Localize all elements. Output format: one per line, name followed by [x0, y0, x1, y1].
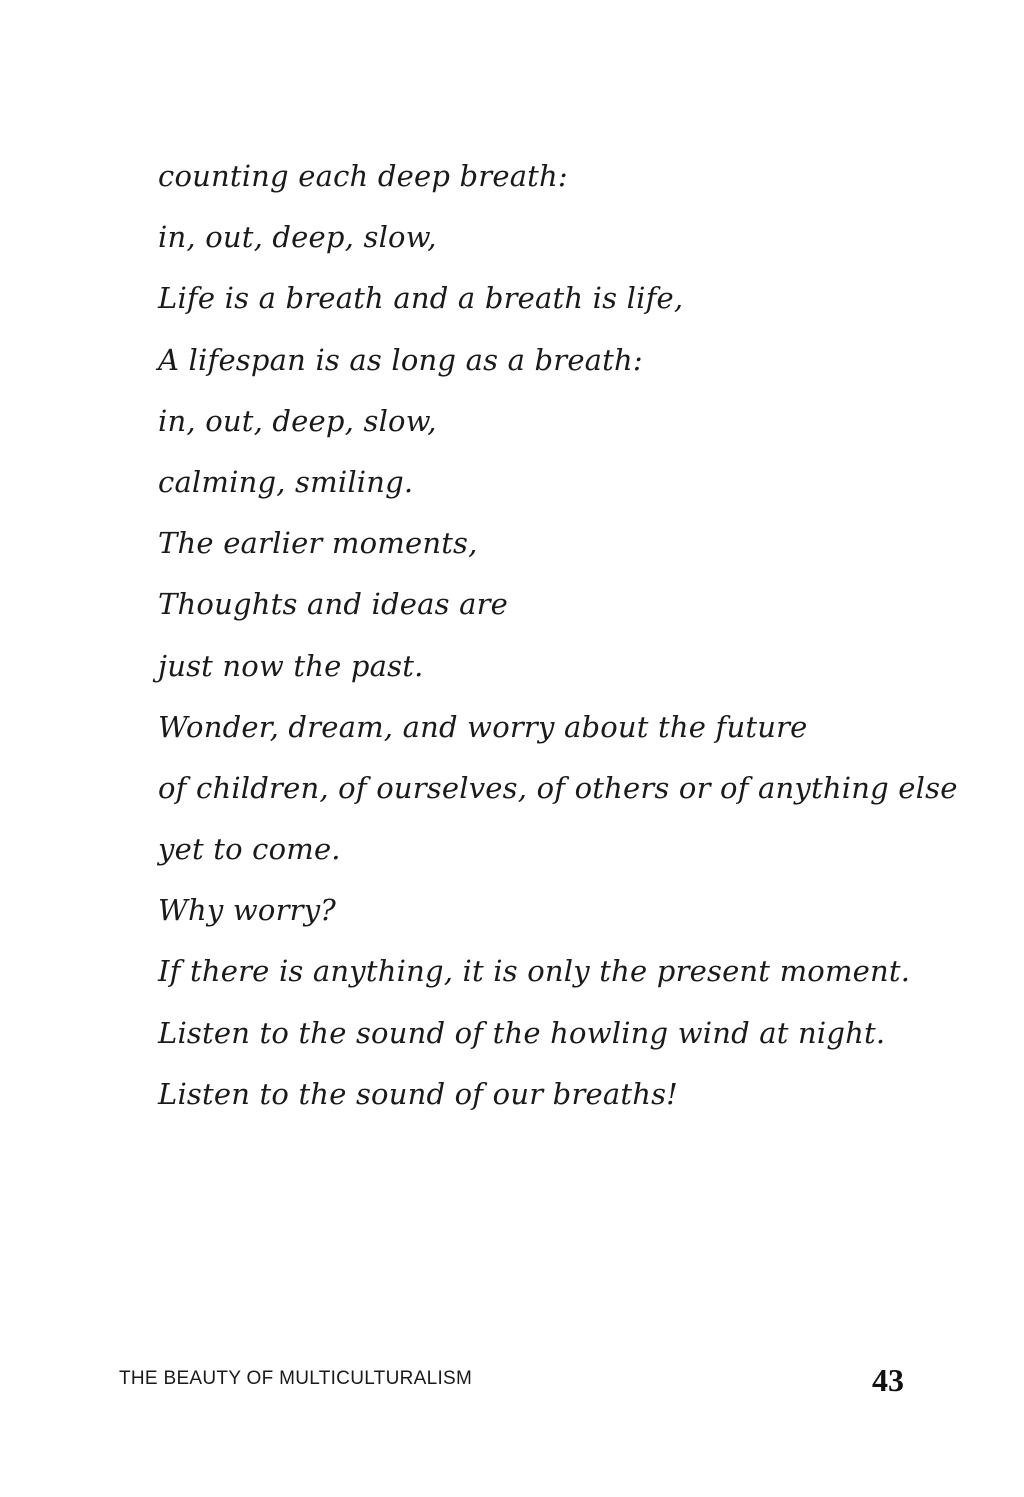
poem-line: yet to come.	[158, 832, 341, 867]
poem-line: of children, of ourselves, of others or of anything else	[158, 770, 958, 805]
page-number: 43	[872, 1362, 904, 1398]
poem-line: Thoughts and ideas are	[158, 587, 509, 622]
poem-line: just now the past.	[158, 648, 424, 683]
poem-line: in, out, deep, slow,	[158, 403, 437, 438]
poem-line: Listen to the sound of our breaths!	[158, 1076, 679, 1111]
poem-line: If there is anything, it is only the present moment.	[158, 954, 911, 989]
poem-line: The earlier moments,	[158, 526, 478, 561]
poem-line: A lifespan is as long as a breath:	[158, 342, 643, 377]
poem-line: counting each deep breath:	[158, 159, 568, 193]
poem-body	[158, 146, 958, 1125]
poem-line: calming, smiling.	[158, 464, 414, 499]
poem-line: Life is a breath and a breath is life,	[158, 281, 684, 316]
poem-line: Why worry?	[158, 893, 337, 928]
running-footer-title: THE BEAUTY OF MULTICULTURALISM	[119, 1368, 473, 1389]
poem-line: Wonder, dream, and worry about the future	[158, 709, 808, 744]
poem-line: in, out, deep, slow,	[158, 220, 437, 255]
poem-line: Listen to the sound of the howling wind at night.	[158, 1015, 886, 1050]
